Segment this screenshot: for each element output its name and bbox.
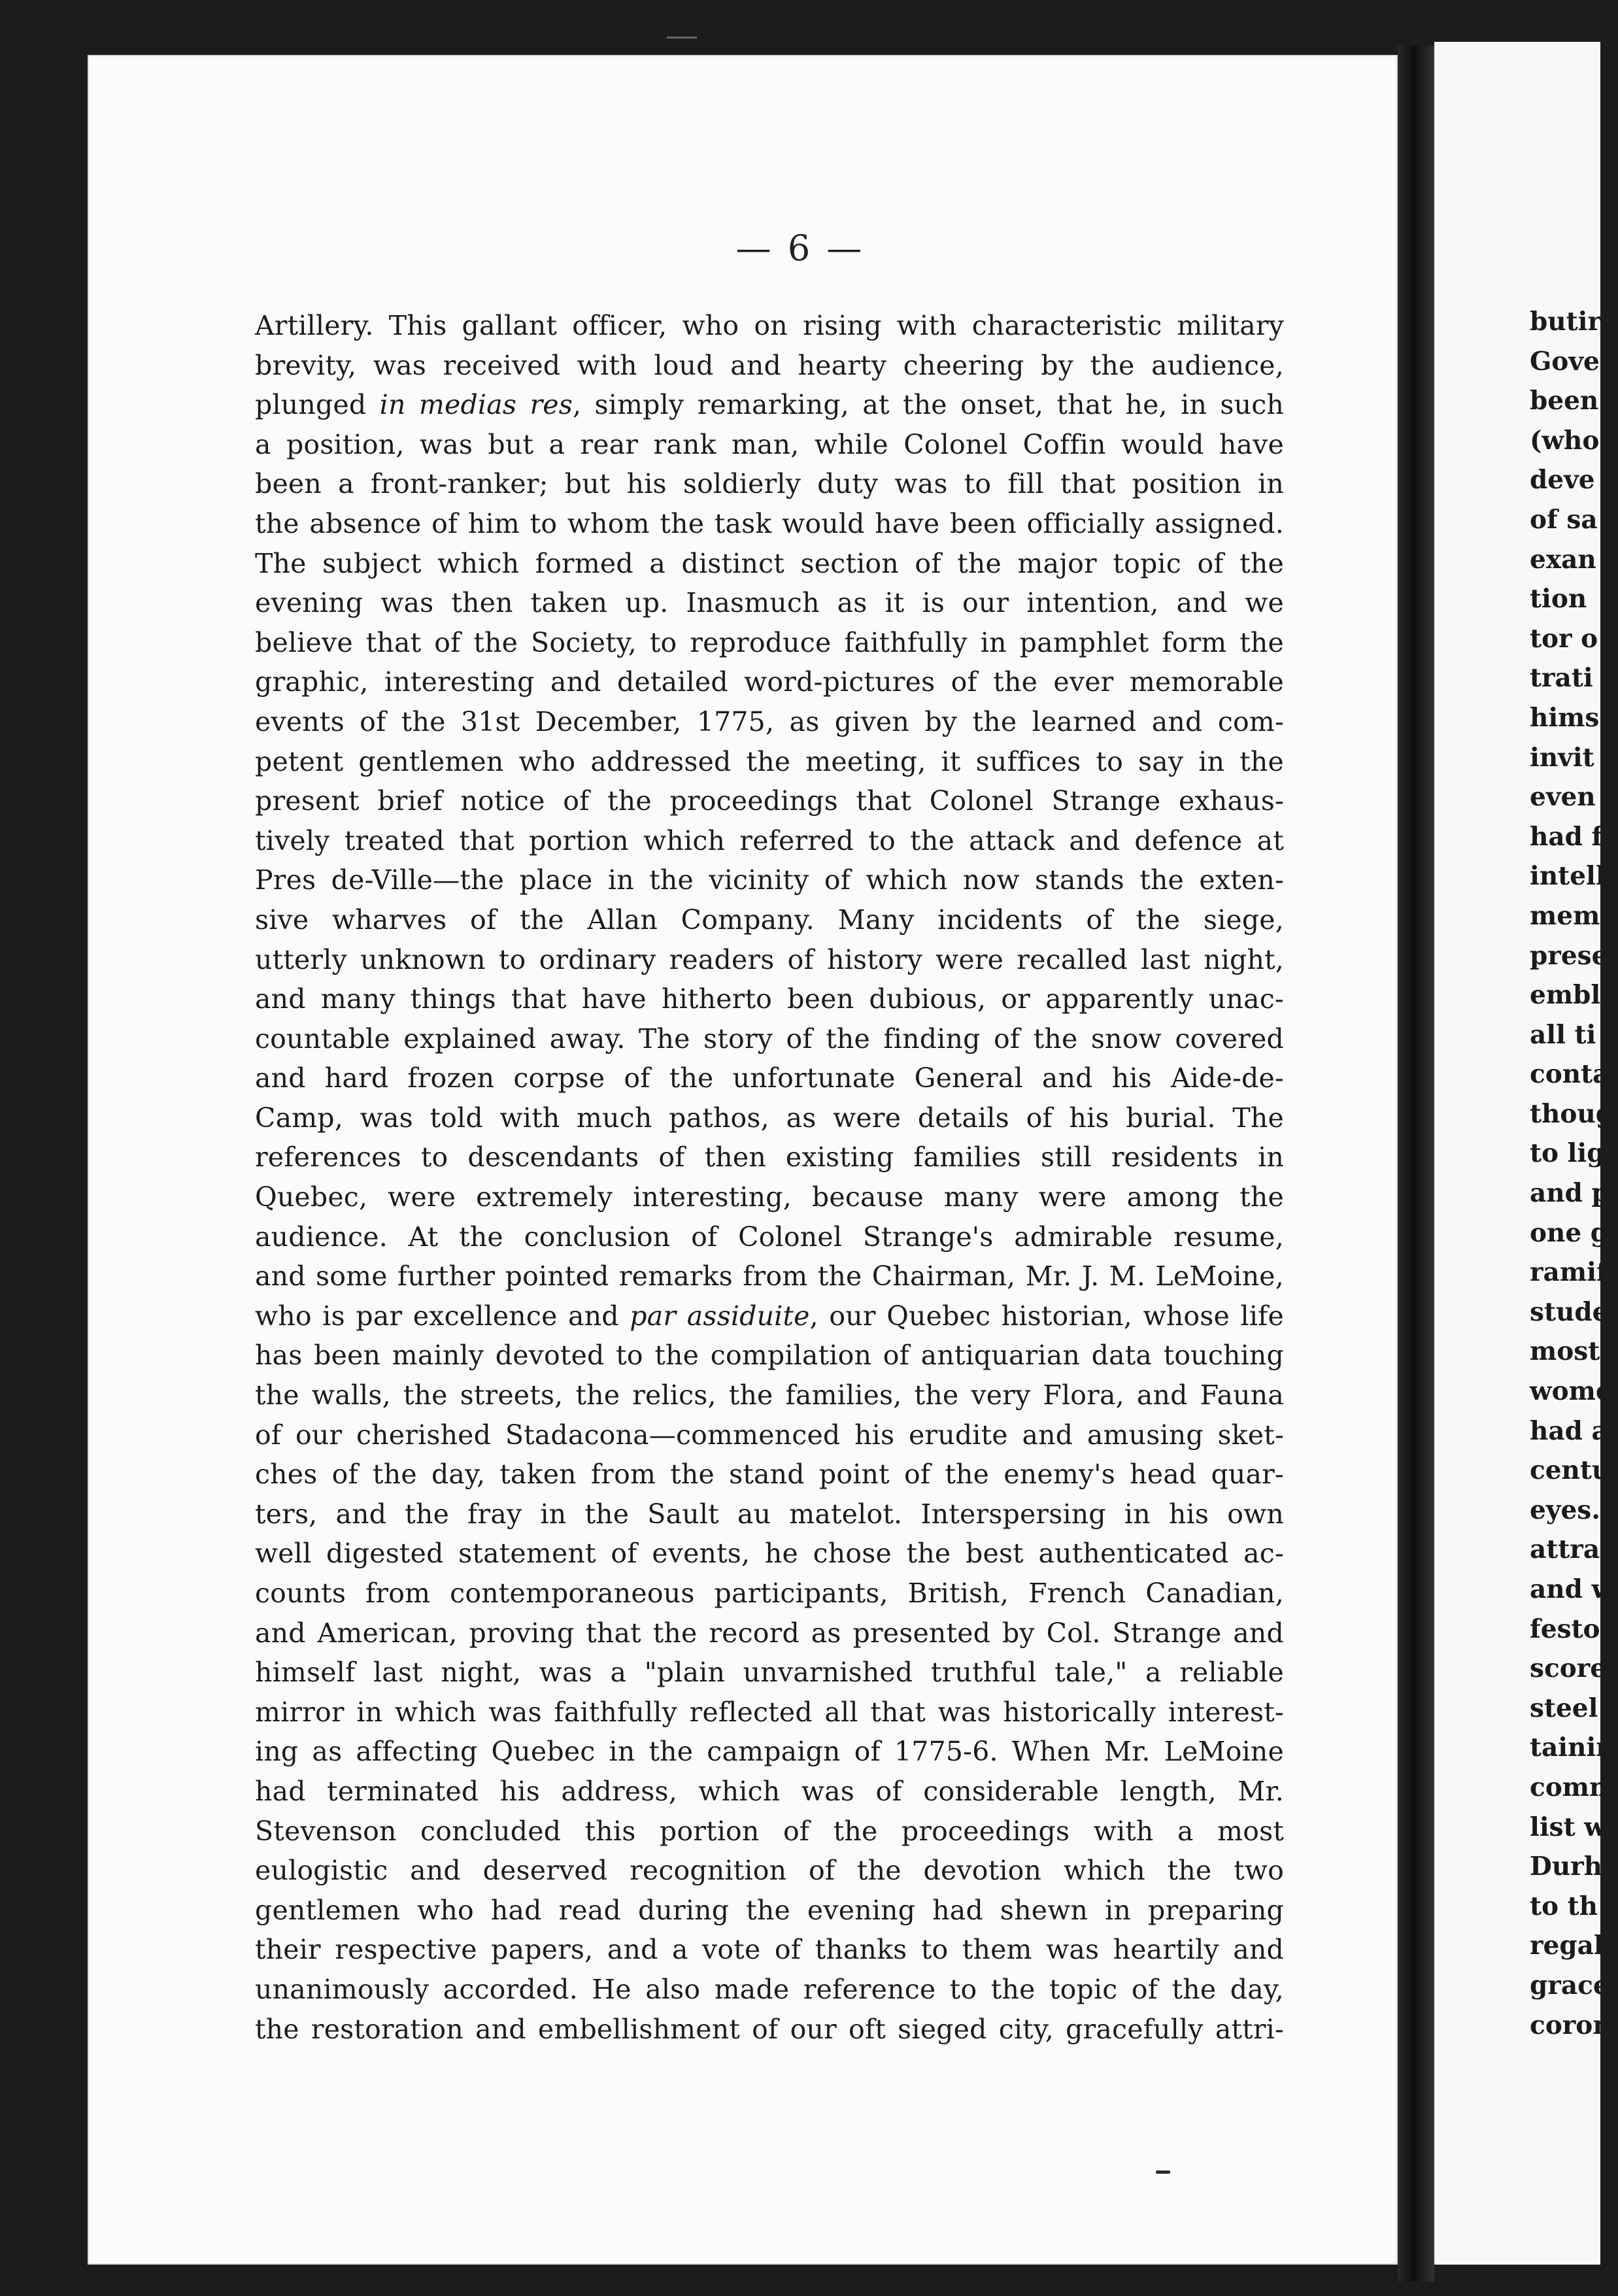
right-page-line: invit [1530, 742, 1594, 773]
right-page-line: coron [1530, 2010, 1611, 2040]
text-line: ters, and the fray in the Sault au matelot. Interspersing in his own [255, 1498, 1284, 1530]
right-page-line: to lig [1530, 1138, 1605, 1169]
text-line: and hard frozen corpse of the unfortunate General and his Aide-de- [255, 1062, 1284, 1094]
text-line: ches of the day, taken from the stand point of the enemy's head quar- [255, 1459, 1284, 1491]
text-line: sive wharves of the Allan Company. Many incidents of the siege, [255, 903, 1284, 936]
text-line: had terminated his address, which was of considerable length, Mr. [255, 1775, 1284, 1807]
text-line: counts from contemporaneous participants, British, French Canadian, [255, 1578, 1284, 1609]
text-line: tively treated that portion which referred to the attack and defence at [255, 824, 1284, 856]
right-page-line: steel [1530, 1693, 1598, 1723]
text-line: who is par excellence and par assiduite, our Quebec historian, whose life [255, 1300, 1284, 1332]
right-page-line: list w [1530, 1812, 1606, 1842]
text-line: gentlemen who had read during the evening had shewn in preparing [255, 1894, 1284, 1926]
text-line: himself last night, was a "plain unvarnished truthful tale," a reliable [255, 1657, 1284, 1689]
right-page-line: prese [1530, 940, 1608, 971]
right-page-line: even [1530, 782, 1596, 813]
right-page-line: attra [1530, 1534, 1600, 1565]
right-page-line: ramif [1530, 1257, 1608, 1288]
text-line: petent gentlemen who addressed the meeting, it suffices to say in the [255, 745, 1284, 777]
text-line: graphic, interesting and detailed word-pictures of the ever memorable [255, 666, 1284, 698]
page-number: — 6 — [735, 228, 865, 269]
right-page-line: all ti [1530, 1019, 1596, 1050]
right-page-line: hims [1530, 702, 1600, 733]
right-page-line: had f [1530, 821, 1603, 852]
right-page-line: stude [1530, 1296, 1609, 1327]
right-page-line: embl [1530, 980, 1601, 1011]
right-page-line: (who [1530, 425, 1600, 456]
text-line: ing as affecting Quebec in the campaign of 1775-6. When Mr. LeMoine [255, 1736, 1284, 1768]
right-page-line: exan [1530, 544, 1596, 575]
right-page-line: mem [1530, 900, 1600, 931]
right-page-line: comm [1530, 1772, 1617, 1802]
right-page-line: one g [1530, 1217, 1609, 1248]
right-page-line: and p [1530, 1178, 1610, 1209]
right-page-line: and w [1530, 1574, 1614, 1604]
text-line: Stevenson concluded this portion of the proceedings with a most [255, 1815, 1284, 1847]
text-line: The subject which formed a distinct section of the major topic of the [255, 547, 1284, 579]
italic-phrase: in medias res [379, 389, 573, 421]
right-page-line: Gove [1530, 346, 1600, 377]
right-page-line: regall [1530, 1931, 1613, 1961]
right-page-line: centu [1530, 1455, 1611, 1486]
text-line: unanimously accorded. He also made reference to the topic of the day, [255, 1973, 1284, 2005]
right-page-line: eyes. [1530, 1494, 1600, 1525]
text-line: the restoration and embellishment of our oft sieged city, gracefully attri- [255, 2013, 1284, 2045]
text-line: plunged in medias res, simply remarking, at the onset, that he, in such [255, 389, 1284, 421]
text-line: believe that of the Society, to reproduce faithfully in pamphlet form the [255, 626, 1284, 658]
right-page-line: Durh [1530, 1851, 1603, 1882]
text-line: Pres de-Ville—the place in the vicinity of which now stands the exten- [255, 864, 1284, 896]
right-page-line: butir [1530, 307, 1602, 337]
right-page-line: had a [1530, 1415, 1608, 1446]
text-line: Camp, was told with much pathos, as were details of his burial. The [255, 1102, 1284, 1134]
text-line: evening was then taken up. Inasmuch as it is our intention, and we [255, 587, 1284, 619]
right-page-line: to th [1530, 1891, 1598, 1921]
text-line: present brief notice of the proceedings that Colonel Strange exhaus- [255, 785, 1284, 817]
book-gutter [1398, 46, 1434, 2282]
text-line: brevity, was received with loud and hearty cheering by the audience, [255, 349, 1284, 381]
right-page-line: tion [1530, 584, 1587, 615]
right-page-line: tainin [1530, 1732, 1615, 1763]
text-line: audience. At the conclusion of Colonel Strange's admirable resume, [255, 1221, 1284, 1253]
text-line: references to descendants of then existing families still residents in [255, 1141, 1284, 1173]
right-page-line: tor o [1530, 623, 1598, 654]
right-page-line: grace, [1530, 1970, 1618, 2001]
right-page-line: thoug [1530, 1098, 1614, 1129]
ink-mark [1156, 2170, 1170, 2174]
text-line: their respective papers, and a vote of thanks to them was heartily and [255, 1934, 1284, 1966]
body-text [255, 306, 1284, 2049]
right-page-line: wome [1530, 1376, 1612, 1407]
text-line: countable explained away. The story of the finding of the snow covered [255, 1022, 1284, 1055]
top-edge-mark [667, 37, 697, 52]
text-line: utterly unknown to ordinary readers of history were recalled last night, [255, 943, 1284, 975]
right-page-line: festo [1530, 1613, 1600, 1644]
right-page-line: intell [1530, 861, 1606, 892]
text-line: events of the 31st December, 1775, as given by the learned and com- [255, 705, 1284, 737]
text-line: and American, proving that the record as presented by Col. Strange and [255, 1617, 1284, 1649]
text-line: a position, was but a rear rank man, while Colonel Coffin would have [255, 428, 1284, 460]
italic-phrase: par assiduite [630, 1300, 810, 1332]
text-line: mirror in which was faithfully reflected all that was historically interest- [255, 1696, 1284, 1728]
text-line: the walls, the streets, the relics, the families, the very Flora, and Fauna [255, 1379, 1284, 1411]
right-page-text [1530, 302, 1618, 2045]
text-line: eulogistic and deserved recognition of the devotion which the two [255, 1855, 1284, 1887]
right-page-line: of sa [1530, 504, 1598, 535]
text-line: well digested statement of events, he chose the best authenticated ac- [255, 1538, 1284, 1570]
right-page-line: conta [1530, 1059, 1610, 1090]
right-page-line: most [1530, 1336, 1600, 1367]
text-line: the absence of him to whom the task would have been officially assigned. [255, 507, 1284, 539]
right-page-line: trati [1530, 663, 1593, 694]
text-line: Quebec, were extremely interesting, because many were among the [255, 1181, 1284, 1213]
text-line: of our cherished Stadacona—commenced his erudite and amusing sket- [255, 1419, 1284, 1451]
text-line: been a front-ranker; but his soldierly duty was to fill that position in [255, 468, 1284, 500]
text-line: Artillery. This gallant officer, who on rising with characteristic military [255, 310, 1284, 341]
text-line: and many things that have hitherto been dubious, or apparently unac- [255, 983, 1284, 1015]
text-line: and some further pointed remarks from the Chairman, Mr. J. M. LeMoine, [255, 1260, 1284, 1292]
right-page-line: score [1530, 1653, 1607, 1684]
right-page-line: deve [1530, 465, 1595, 496]
right-page-line: been [1530, 386, 1599, 416]
text-line: has been mainly devoted to the compilation of antiquarian data touching [255, 1340, 1284, 1372]
